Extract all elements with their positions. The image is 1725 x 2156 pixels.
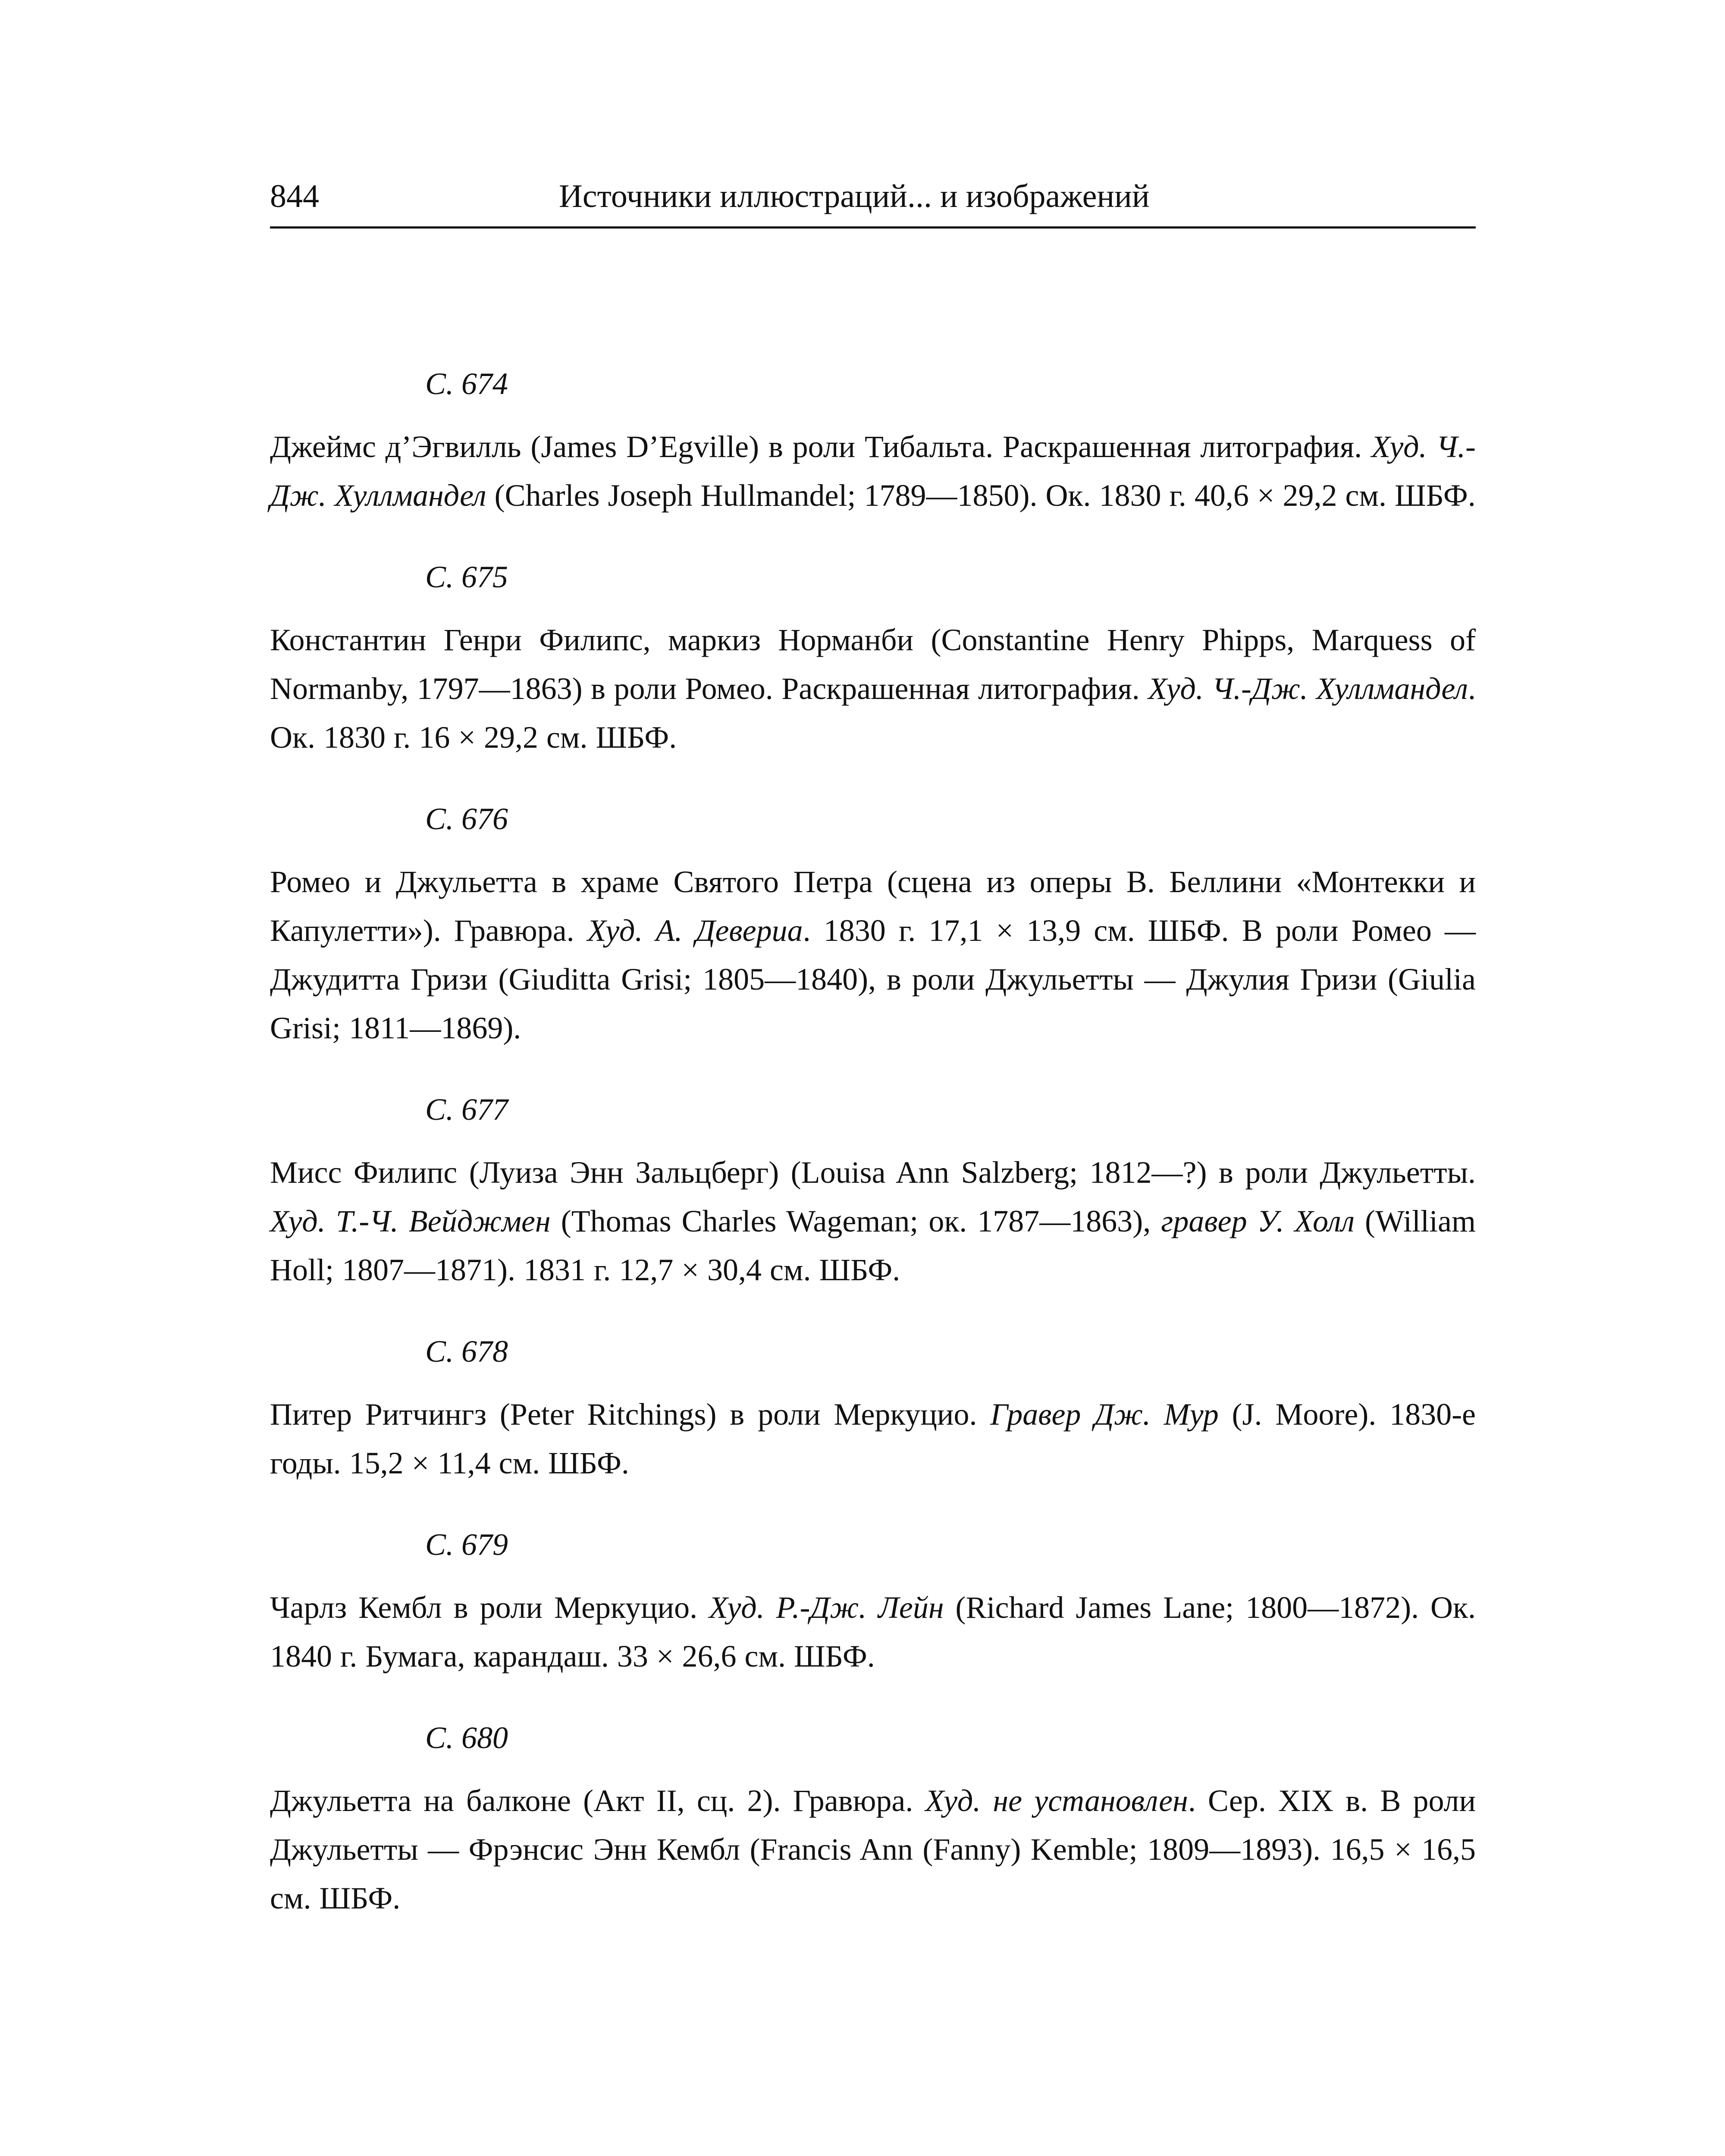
page-number: 844 <box>270 178 319 214</box>
description-text: . Сер. XIX в. В роли Джульетты — Фрэнсис Энн Кембл (Francis Ann (Fanny) Kemble; 1809—1893). 16,5 × 16,5 см. ШБФ. <box>270 1783 1476 1915</box>
entry-description <box>270 858 1476 1053</box>
artist-name: Худ. Ч.-Дж. Хуллмандел <box>1148 671 1468 706</box>
entry-description <box>270 1390 1476 1488</box>
artist-name: Худ. Ч.-Дж. Хуллмандел <box>270 429 1476 513</box>
entry-description <box>270 1583 1476 1681</box>
running-title: Источники иллюстраций... и изображений <box>559 178 1150 214</box>
description-text: . 1830 г. 17,1 × 13,9 см. ШБФ. В роли Ромео — Джудитта Гризи (Giuditta Grisi; 1805—1840), в роли Джульетты — Джулия Гризи (Giulia Grisi; 1811—1869). <box>270 913 1476 1045</box>
engraver-name: Гравер Дж. Мур <box>990 1397 1219 1432</box>
description-text: Джеймс д’Эгвилль (James D’Egville) в роли Тибальта. Раскрашенная литография. <box>270 429 1371 464</box>
description-text: (Richard James Lane; 1800—1872). Ок. 1840 г. Бумага, карандаш. 33 × 26,6 см. ШБФ. <box>270 1590 1476 1673</box>
entry-heading: С. 679 <box>425 1527 508 1562</box>
entry-c679 <box>270 1521 1476 1681</box>
entry-c680 <box>270 1714 1476 1923</box>
entry-heading: С. 675 <box>425 560 508 594</box>
entry-c678 <box>270 1328 1476 1488</box>
description-text: Чарлз Кембл в роли Меркуцио. <box>270 1590 709 1625</box>
engraver-name: гравер У. Холл <box>1161 1204 1355 1238</box>
description-text: . Ок. 1830 г. 16 × 29,2 см. ШБФ. <box>270 671 1476 755</box>
description-text: Джульетта на балконе (Акт II, сц. 2). Гравюра. <box>270 1783 925 1818</box>
entry-description <box>270 616 1476 762</box>
entry-description <box>270 1777 1476 1923</box>
artist-name: Худ. не установлен <box>925 1783 1188 1818</box>
running-head <box>270 170 1476 229</box>
description-text: (Thomas Charles Wageman; ок. 1787—1863), <box>550 1204 1161 1238</box>
description-text: Ромео и Джульетта в храме Святого Петра (сцена из оперы В. Беллини «Монтекки и Капулетти»). Гравюра. <box>270 865 1476 948</box>
entry-c674 <box>270 360 1476 520</box>
entry-description <box>270 423 1476 520</box>
illustration-sources-list <box>270 360 1476 1956</box>
description-text: (William Holl; 1807—1871). 1831 г. 12,7 × 30,4 см. ШБФ. <box>270 1204 1476 1287</box>
entry-heading: С. 680 <box>425 1720 508 1755</box>
description-text: Питер Ритчингз (Peter Ritchings) в роли Меркуцио. <box>270 1397 991 1432</box>
entry-heading: С. 677 <box>425 1092 508 1127</box>
description-text: (J. Moore). 1830-е годы. 15,2 × 11,4 см. ШБФ. <box>270 1397 1476 1480</box>
entry-heading: С. 674 <box>425 367 508 401</box>
entry-c675 <box>270 553 1476 762</box>
book-page <box>270 0 1476 2156</box>
description-text: (Charles Joseph Hullmandel; 1789—1850). Ок. 1830 г. 40,6 × 29,2 см. ШБФ. <box>486 478 1476 513</box>
artist-name: Худ. Р.-Дж. Лейн <box>709 1590 944 1625</box>
entry-c676 <box>270 795 1476 1053</box>
entry-heading: С. 678 <box>425 1334 508 1369</box>
entry-heading: С. 676 <box>425 802 508 836</box>
artist-name: Худ. Т.-Ч. Вейджмен <box>270 1204 551 1238</box>
entry-description <box>270 1148 1476 1294</box>
description-text: Константин Генри Филипс, маркиз Норманби (Constantine Henry Phipps, Marquess of Normanby, 1797—1863) в роли Ромео. Раскрашенная литография. <box>270 623 1476 706</box>
description-text: Мисс Филипс (Луиза Энн Зальцберг) (Louisa Ann Salzberg; 1812—?) в роли Джульетты. <box>270 1155 1476 1190</box>
artist-name: Худ. А. Девериа <box>587 913 803 948</box>
entry-c677 <box>270 1086 1476 1294</box>
